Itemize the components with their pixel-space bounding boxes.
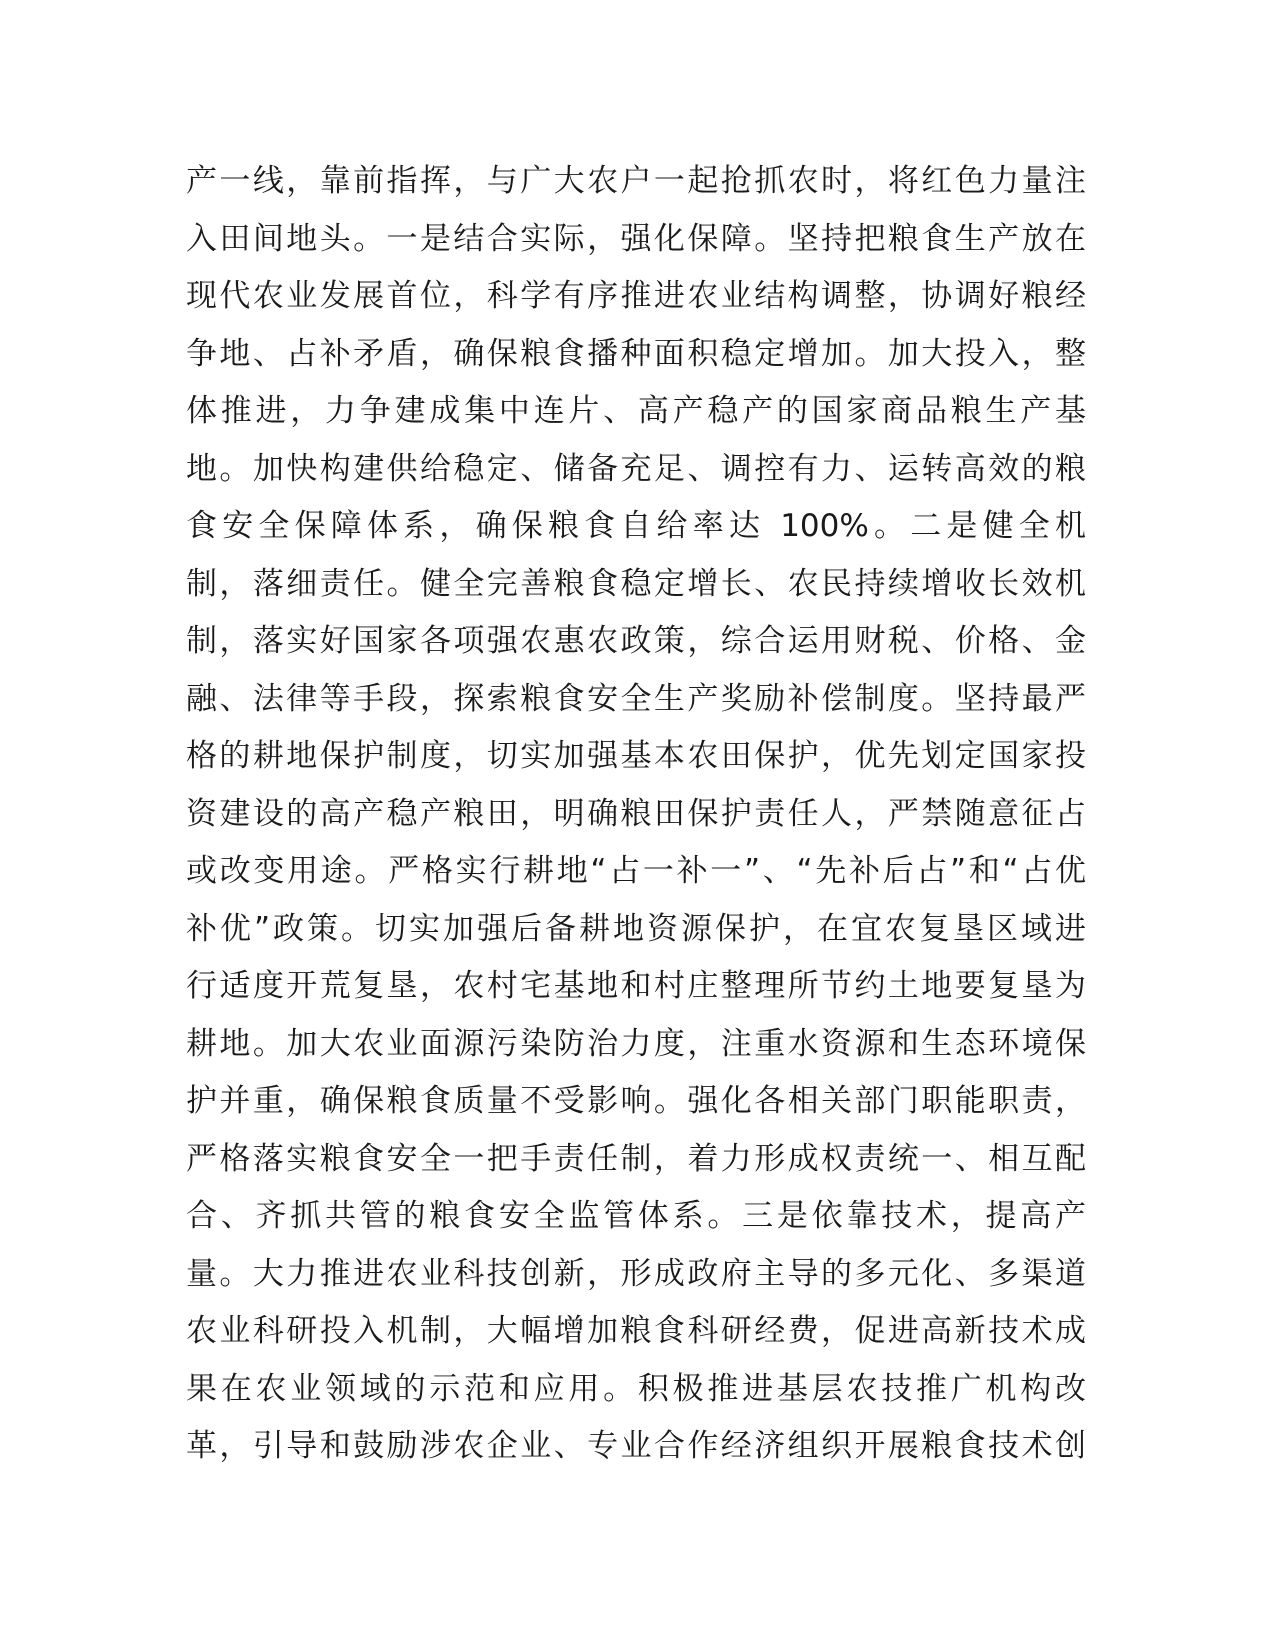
text-line: 争地、占补矛盾，确保粮食播种面积稳定增加。加大投入，整 [186, 335, 1086, 372]
body-text [186, 153, 1086, 1476]
text-line: 革，引导和鼓励涉农企业、专业合作经济组织开展粮食技术创 [186, 1428, 1086, 1464]
text-line: 或改变用途。严格实行耕地“占一补一”、“先补后占”和“占优 [186, 853, 1086, 889]
text-line: 融、法律等手段，探索粮食安全生产奖励补偿制度。坚持最严 [186, 680, 1086, 717]
text-line: 严格落实粮食安全一把手责任制，着力形成权责统一、相互配 [186, 1140, 1086, 1177]
text-line: 制，落实好国家各项强农惠农政策，综合运用财税、价格、金 [186, 623, 1086, 659]
text-line: 农业科研投入机制，大幅增加粮食科研经费，促进高新技术成 [186, 1313, 1086, 1349]
text-line: 食安全保障体系，确保粮食自给率达 100%。二是健全机 [186, 508, 1086, 544]
text-line: 护并重，确保粮食质量不受影响。强化各相关部门职能职责， [186, 1083, 1086, 1119]
text-line: 果在农业领域的示范和应用。积极推进基层农技推广机构改 [186, 1370, 1086, 1407]
text-line: 格的耕地保护制度，切实加强基本农田保护，优先划定国家投 [186, 738, 1086, 774]
text-line: 现代农业发展首位，科学有序推进农业结构调整，协调好粮经 [186, 278, 1086, 314]
text-line: 合、齐抓共管的粮食安全监管体系。三是依靠技术，提高产 [186, 1198, 1086, 1234]
text-line: 入田间地头。一是结合实际，强化保障。坚持把粮食生产放在 [186, 220, 1086, 257]
text-line: 补优”政策。切实加强后备耕地资源保护，在宜农复垦区域进 [186, 910, 1086, 947]
text-line: 行适度开荒复垦，农村宅基地和村庄整理所节约土地要复垦为 [186, 968, 1086, 1004]
text-line: 产一线，靠前指挥，与广大农户一起抢抓农时，将红色力量注 [186, 163, 1086, 199]
text-line: 量。大力推进农业科技创新，形成政府主导的多元化、多渠道 [186, 1255, 1086, 1292]
text-line: 资建设的高产稳产粮田，明确粮田保护责任人，严禁随意征占 [186, 795, 1086, 832]
text-line: 耕地。加大农业面源污染防治力度，注重水资源和生态环境保 [186, 1025, 1086, 1062]
text-line: 制，落细责任。健全完善粮食稳定增长、农民持续增收长效机 [186, 565, 1086, 602]
text-line: 体推进，力争建成集中连片、高产稳产的国家商品粮生产基 [186, 393, 1086, 429]
text-line: 地。加快构建供给稳定、储备充足、调控有力、运转高效的粮 [186, 450, 1086, 487]
